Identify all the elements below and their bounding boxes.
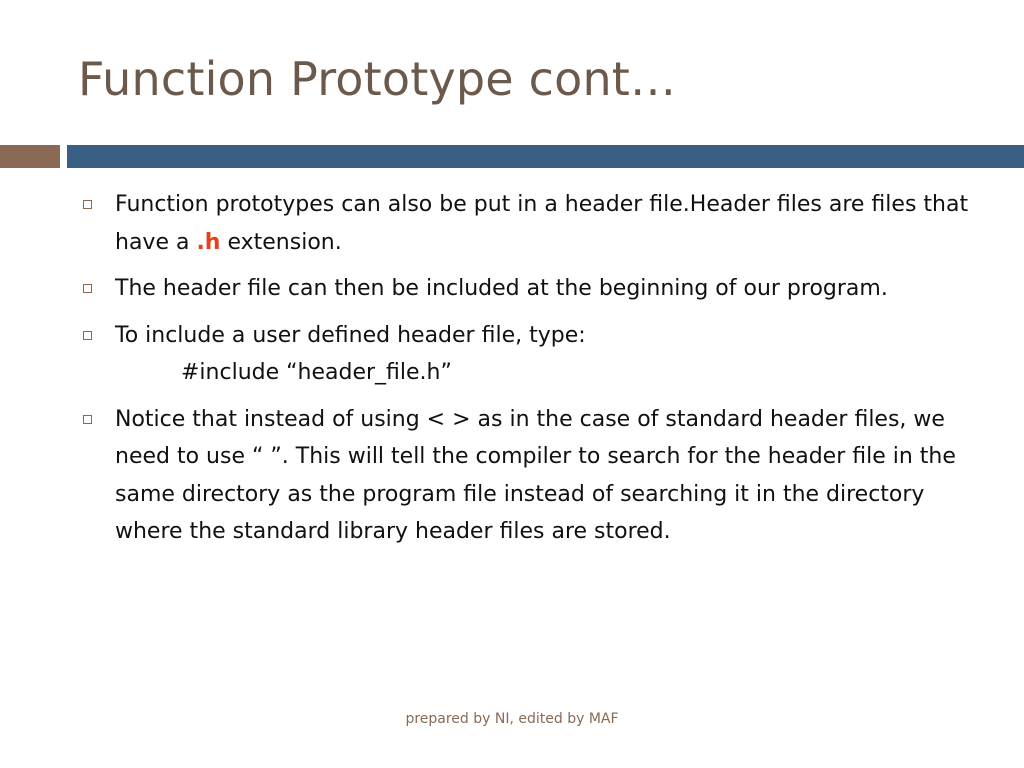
bullet-square-icon: [83, 331, 92, 340]
bullet-text: extension.: [220, 229, 342, 255]
bullet-item: [78, 401, 978, 551]
bullet-text: Notice that instead of using < > as in the case of standard header files, we need to use “ ”. This will tell the compiler to search for the header file in the same directory as the program file instead of searching it in the directory where the standard library header files are stored.: [115, 406, 956, 544]
include-code-line: #include “header_file.h”: [181, 360, 452, 385]
bullet-square-icon: [83, 200, 92, 209]
bullet-text: Function prototypes can also be put in a header file.Header files are files that have a: [115, 192, 969, 255]
slide-footer: prepared by NI, edited by MAF: [405, 711, 619, 727]
bullet-square-icon: [83, 284, 92, 293]
bullet-item: [78, 186, 978, 261]
bullet-item: [78, 270, 978, 308]
title-accent-band-right: [67, 145, 1024, 168]
bullet-square-icon: [83, 415, 92, 424]
slide-title: Function Prototype cont…: [78, 52, 677, 106]
extension-highlight: .h: [196, 229, 221, 255]
bullet-list: [78, 186, 978, 560]
title-accent-band-left: [0, 145, 60, 168]
bullet-item: [78, 317, 978, 392]
bullet-text: To include a user defined header file, type:: [115, 322, 586, 348]
bullet-text: The header file can then be included at the beginning of our program.: [115, 276, 888, 301]
